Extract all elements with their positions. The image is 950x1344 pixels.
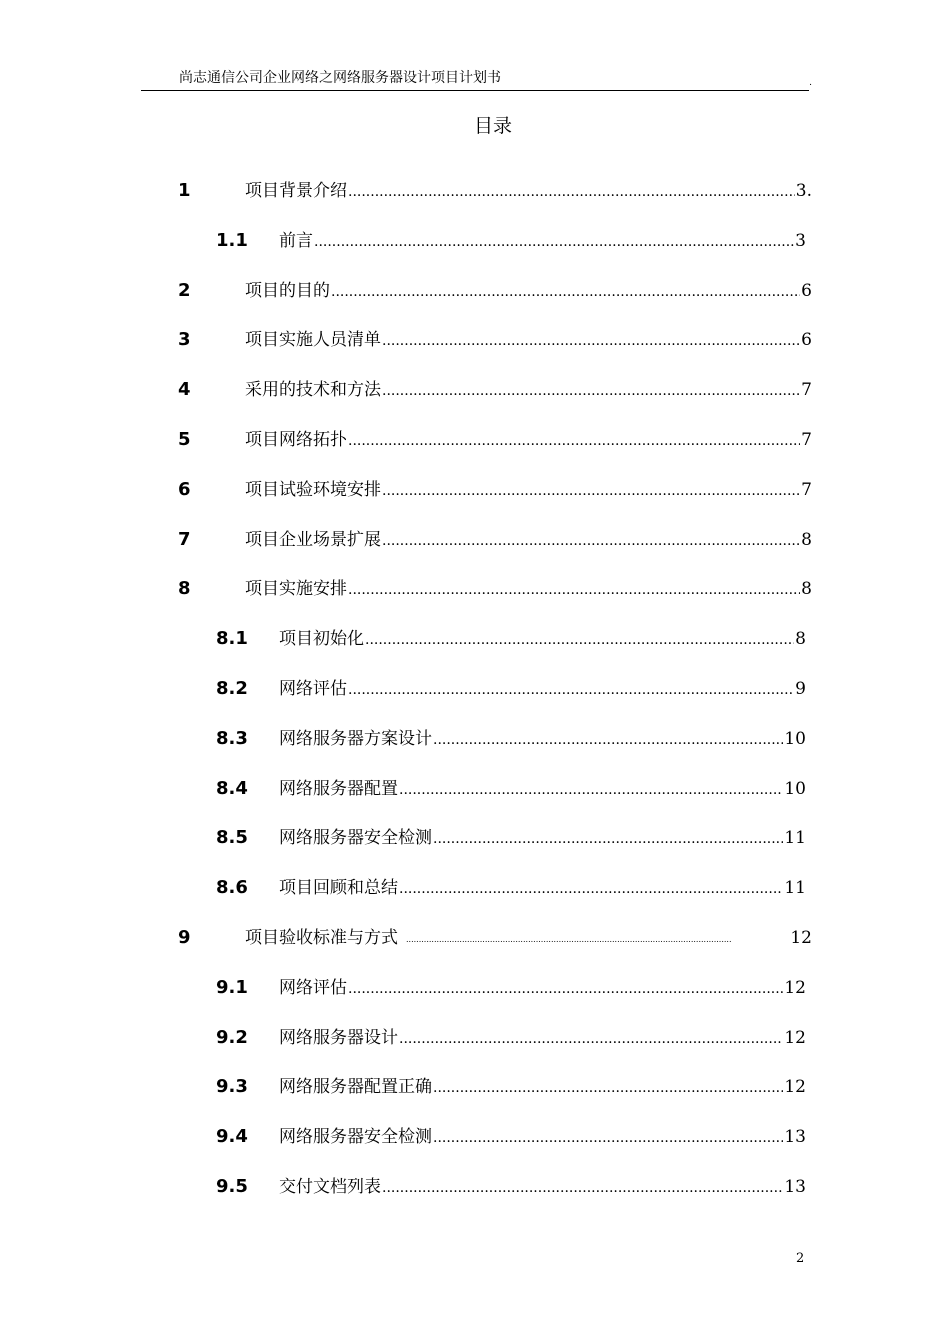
toc-entry[interactable]: [178, 176, 812, 202]
toc-entry[interactable]: [216, 724, 806, 750]
toc-dot-leader: [382, 335, 800, 347]
toc-entry-page: 12: [784, 1028, 806, 1048]
toc-entry-number: 9.3: [216, 1076, 248, 1097]
toc-dot-leader: [314, 236, 794, 248]
toc-entry[interactable]: [216, 1072, 806, 1098]
toc-entry-number: 1.1: [216, 230, 248, 251]
toc-entry[interactable]: [216, 774, 806, 800]
toc-dot-leader: [433, 1082, 783, 1094]
toc-entry-page: 12: [790, 928, 812, 948]
toc-entry[interactable]: [178, 574, 812, 600]
toc-entry[interactable]: [216, 226, 806, 252]
toc-entry-label: 网络服务器配置: [279, 779, 398, 799]
toc-dot-leader: [348, 684, 794, 696]
toc-entry[interactable]: [216, 624, 806, 650]
toc-entry-label: 项目试验环境安排: [245, 480, 381, 500]
toc-entry-label: 项目网络拓扑: [245, 430, 347, 450]
toc-dot-leader: [365, 634, 794, 646]
toc-entry-number: 9: [178, 927, 191, 948]
toc-entry-page: 8: [795, 629, 806, 649]
toc-entry[interactable]: [216, 873, 806, 899]
toc-entry[interactable]: [216, 1172, 806, 1198]
toc-entry-label: 网络服务器安全检测: [279, 1127, 432, 1147]
toc-entry-label: 网络服务器方案设计: [279, 729, 432, 749]
toc-entry-number: 9.2: [216, 1027, 248, 1048]
toc-dot-leader: [348, 435, 800, 447]
toc-entry-number: 8: [178, 578, 191, 599]
toc-entry-number: 3: [178, 329, 191, 350]
toc-entry-number: 8.5: [216, 827, 248, 848]
toc-entry-label: 项目验收标准与方式: [245, 928, 398, 948]
footer-page-number: 2: [796, 1251, 805, 1266]
toc-entry-page: 3: [795, 231, 806, 251]
toc-entry-number: 1: [178, 180, 191, 201]
toc-entry-label: 网络服务器配置正确: [279, 1077, 432, 1097]
toc-entry-number: 8.6: [216, 877, 248, 898]
toc-entry-page: 12: [784, 978, 806, 998]
toc-entry-page: 3.: [795, 181, 812, 201]
toc-entry[interactable]: [178, 923, 812, 949]
toc-entry-page: 13: [784, 1127, 806, 1147]
toc-dot-leader: [331, 286, 800, 298]
toc-entry-label: 项目的目的: [245, 281, 330, 301]
toc-entry-page: 8: [801, 579, 812, 599]
toc-dot-leader: [399, 883, 783, 895]
toc-entry[interactable]: [178, 325, 812, 351]
toc-dot-leader: [382, 485, 800, 497]
toc-entry-number: 9.4: [216, 1126, 248, 1147]
toc-entry-page: 11: [784, 878, 806, 898]
toc-entry-number: 5: [178, 429, 191, 450]
toc-entry[interactable]: [178, 375, 812, 401]
toc-entry-page: 13: [784, 1177, 806, 1197]
toc-entry-number: 7: [178, 529, 191, 550]
toc-entry-number: 8.1: [216, 628, 248, 649]
toc-entry[interactable]: [216, 823, 806, 849]
toc-entry-label: 前言: [279, 231, 313, 251]
toc-entry[interactable]: [216, 1023, 806, 1049]
toc-entry-number: 6: [178, 479, 191, 500]
toc-title: 目录: [473, 115, 512, 137]
toc-entry-page: 12: [784, 1077, 806, 1097]
toc-entry-page: 11: [784, 828, 806, 848]
toc-entry-label: 采用的技术和方法: [245, 380, 381, 400]
toc-entry-page: 6: [801, 281, 812, 301]
toc-entry-number: 9.5: [216, 1176, 248, 1197]
toc-dot-leader: [433, 734, 783, 746]
toc-entry[interactable]: [216, 1122, 806, 1148]
toc-entry-number: 4: [178, 379, 191, 400]
toc-entry-label: 网络评估: [279, 978, 347, 998]
toc-entry-number: 9.1: [216, 977, 248, 998]
toc-entry-page: 10: [784, 729, 806, 749]
toc-entry-number: 8.4: [216, 778, 248, 799]
toc-entry-page: 10: [784, 779, 806, 799]
toc-entry-label: 网络服务器设计: [279, 1028, 398, 1048]
toc-dot-leader: [382, 385, 800, 397]
toc-entry[interactable]: [216, 674, 806, 700]
toc-dot-leader: [433, 833, 783, 845]
toc-dot-leader: [433, 1132, 783, 1144]
toc-entry-number: 8.2: [216, 678, 248, 699]
toc-dot-leader: [382, 535, 800, 547]
toc-entry-page: 8: [801, 530, 812, 550]
toc-entry-label: 网络评估: [279, 679, 347, 699]
toc-entry-label: 交付文档列表: [279, 1177, 381, 1197]
toc-dot-leader: [348, 983, 783, 995]
toc-entry[interactable]: [178, 276, 812, 302]
toc-entry[interactable]: [178, 525, 812, 551]
toc-entry-label: 项目背景介绍: [245, 181, 347, 201]
toc-entry-page: 7: [801, 380, 812, 400]
toc-entry-page: 7: [801, 480, 812, 500]
header-mark: .: [809, 78, 812, 88]
toc-dot-leader: [382, 1182, 783, 1194]
toc-entry-label: 项目企业场景扩展: [245, 530, 381, 550]
toc-entry-page: 6: [801, 330, 812, 350]
toc-entry-page: 7: [801, 430, 812, 450]
toc-entry[interactable]: [178, 475, 812, 501]
toc-entry-number: 8.3: [216, 728, 248, 749]
toc-entry-label: 项目实施人员清单: [245, 330, 381, 350]
toc-dot-leader: [348, 584, 800, 596]
toc-dot-leader: [406, 936, 732, 944]
toc-entry-label: 项目实施安排: [245, 579, 347, 599]
toc-entry-number: 2: [178, 280, 191, 301]
toc-entry-label: 网络服务器安全检测: [279, 828, 432, 848]
toc-entry[interactable]: [178, 425, 812, 451]
toc-dot-leader: [399, 784, 783, 796]
toc-entry[interactable]: [216, 973, 806, 999]
header-title: 尚志通信公司企业网络之网络服务器设计项目计划书: [179, 70, 501, 86]
toc-entry-label: 项目初始化: [279, 629, 364, 649]
toc-entry-label: 项目回顾和总结: [279, 878, 398, 898]
toc-dot-leader: [348, 186, 795, 198]
toc-dot-leader: [399, 1033, 783, 1045]
toc-entry-page: 9: [795, 679, 806, 699]
